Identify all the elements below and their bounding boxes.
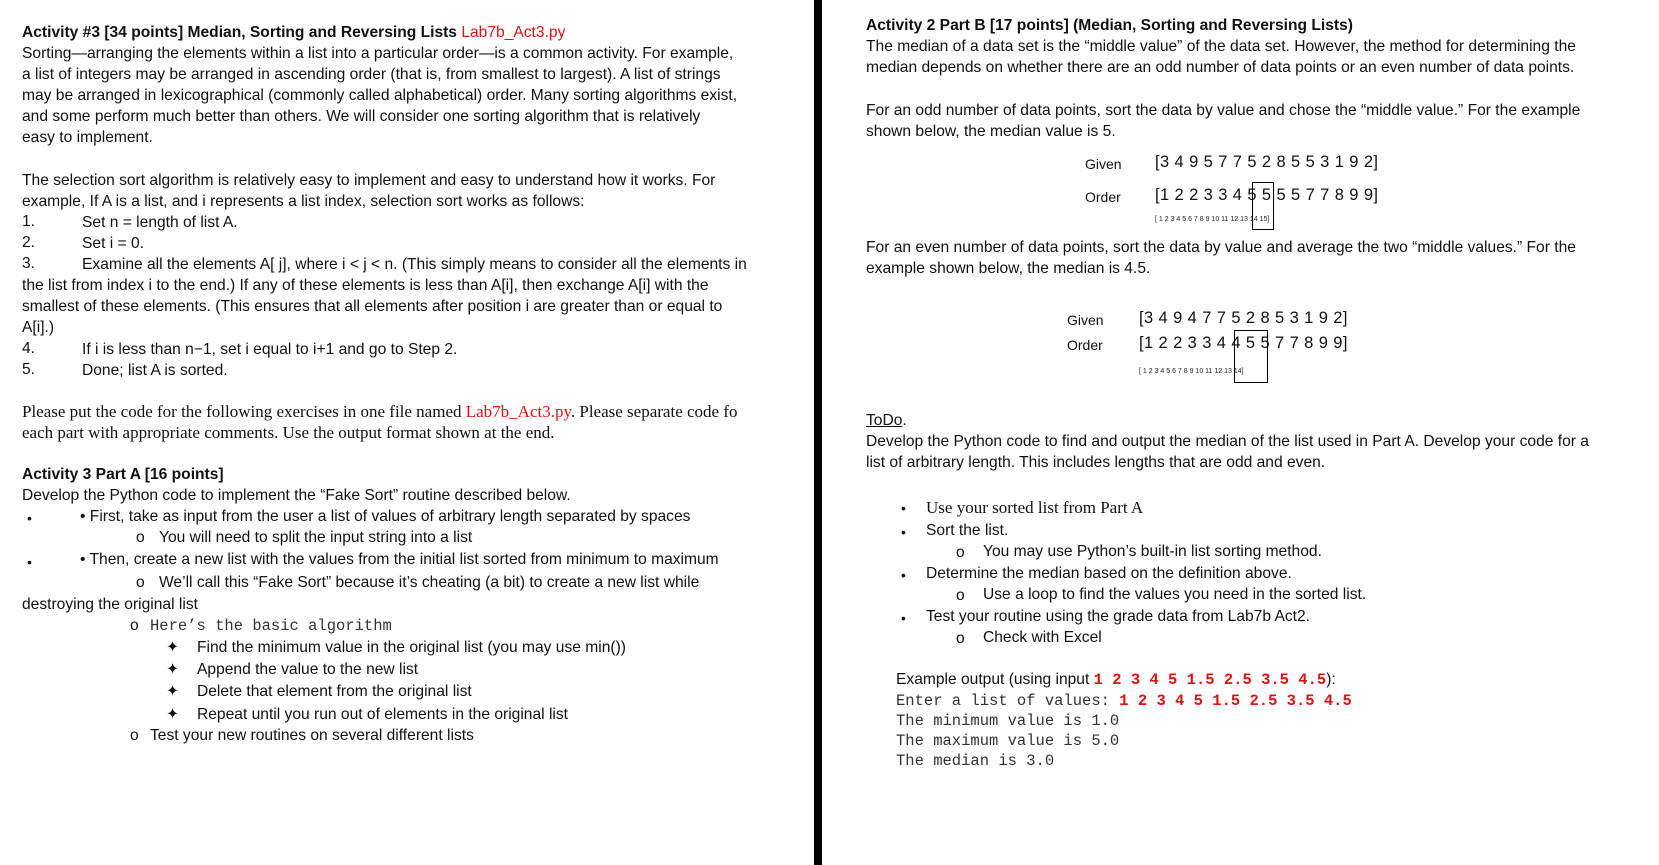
output-min-line: The minimum value is 1.0 bbox=[896, 712, 1120, 730]
put-code-text-end: . Please separate code fo bbox=[570, 402, 738, 421]
step-text: Set n = length of list A. bbox=[82, 214, 238, 231]
output-max-line: The maximum value is 5.0 bbox=[896, 732, 1120, 750]
step-number: 4. bbox=[22, 340, 36, 357]
todo-bullet-4: Test your routine using the grade data from Lab7b Act2. bbox=[926, 608, 1311, 625]
intro-line-2: a list of integers may be arranged in ascending order (that is, from smallest to largest). A list of strings bbox=[22, 66, 721, 83]
intro-line-1: Sorting—arranging the elements within a list into a particular order—is a common activity. For example, bbox=[22, 45, 734, 62]
todo-sub-2: Use a loop to find the values you need in the sorted list. bbox=[983, 586, 1367, 603]
activity3-filename: Lab7b_Act3.py bbox=[461, 24, 566, 41]
activity3-title-text: Activity #3 [34 points] Median, Sorting and Reversing Lists bbox=[22, 24, 462, 41]
partB-desc-2: median depends on whether there are an odd number of data points or an even number of data points. bbox=[866, 59, 1575, 76]
even-index-row: [ 1 2 3 4 5 6 7 8 9 10 11 12 13 14] bbox=[1139, 368, 1244, 375]
circle-bullet: o bbox=[956, 587, 965, 604]
intro-line-3: may be arranged in lexicographical (commonly called alphabetical) order. Many sorting algorithms exist, bbox=[22, 87, 738, 104]
circle-bullet: o bbox=[956, 544, 965, 561]
left-document-page bbox=[0, 0, 814, 865]
even-order-list: [1 2 2 3 3 4 4 5 5 7 7 8 9 9] bbox=[1139, 334, 1348, 352]
star-bullet-icon: ✦ bbox=[166, 683, 180, 700]
todo-sub-1: You may use Python’s built-in list sorting method. bbox=[983, 543, 1322, 560]
bullet-dot: • bbox=[901, 610, 906, 626]
circle-bullet: o bbox=[136, 574, 145, 591]
odd-index-row: [ 1 2 3 4 5 6 7 8 9 10 11 12 13 14 15] bbox=[1155, 216, 1270, 223]
todo-line-1: Develop the Python code to find and output the median of the list used in Part A. Develop your code for a bbox=[866, 433, 1589, 450]
intro-line-4: and some perform much better than others. We will consider one sorting algorithm that is relatively bbox=[22, 108, 701, 125]
partA-description: Develop the Python code to implement the “Fake Sort” routine described below. bbox=[22, 487, 571, 504]
output-prompt: Enter a list of values: bbox=[896, 692, 1120, 710]
bullet-2-cont: destroying the original list bbox=[22, 596, 198, 613]
step3-cont-2: smallest of these elements. (This ensures that all elements after position i are greater than or equal to bbox=[22, 298, 723, 315]
even-given-label: Given bbox=[1067, 312, 1104, 328]
bullet-dot: • bbox=[901, 567, 906, 583]
odd-order-label: Order bbox=[1085, 189, 1121, 205]
put-code-line-1 bbox=[22, 401, 738, 424]
algo-step: Find the minimum value in the original list (you may use min()) bbox=[197, 639, 626, 656]
star-bullet-icon: ✦ bbox=[166, 706, 180, 723]
put-code-line-2: each part with appropriate comments. Use the output format shown at the end. bbox=[22, 423, 555, 442]
star-bullet-icon: ✦ bbox=[166, 661, 180, 678]
algo-step: Delete that element from the original list bbox=[197, 683, 472, 700]
bullet-dot: • bbox=[901, 524, 906, 540]
bullet-1: • First, take as input from the user a list of values of arbitrary length separated by spaces bbox=[80, 508, 691, 525]
circle-bullet: o bbox=[956, 630, 965, 647]
todo-sub-3: Check with Excel bbox=[983, 629, 1102, 646]
right-document-page bbox=[823, 0, 1659, 865]
even-desc-2: example shown below, the median is 4.5. bbox=[866, 260, 1151, 277]
todo-bullet-3: Determine the median based on the definition above. bbox=[926, 565, 1292, 582]
todo-bullet-2: Sort the list. bbox=[926, 522, 1009, 539]
output-median-line: The median is 3.0 bbox=[896, 752, 1055, 770]
circle-bullet: o bbox=[130, 617, 139, 634]
even-given-list: [3 4 9 4 7 7 5 2 8 5 3 1 9 2] bbox=[1139, 309, 1348, 327]
selection-line-1: The selection sort algorithm is relatively easy to implement and easy to understand how it works. For bbox=[22, 172, 716, 189]
odd-given-label: Given bbox=[1085, 156, 1122, 172]
intro-line-5: easy to implement. bbox=[22, 129, 153, 146]
odd-desc-1: For an odd number of data points, sort the data by value and chose the “middle value.” For the example bbox=[866, 102, 1581, 119]
put-code-text: Please put the code for the following exercises in one file named bbox=[22, 402, 466, 421]
algo-heading: Here’s the basic algorithm bbox=[150, 617, 392, 635]
odd-given-list: [3 4 9 5 7 7 5 2 8 5 5 3 1 9 2] bbox=[1155, 153, 1379, 171]
test-line: Test your new routines on several different lists bbox=[150, 727, 474, 744]
even-median-box bbox=[1234, 330, 1268, 383]
even-order-label: Order bbox=[1067, 337, 1103, 353]
example-prefix: Example output (using input bbox=[896, 671, 1094, 688]
step-text: Set i = 0. bbox=[82, 235, 144, 252]
even-desc-1: For an even number of data points, sort the data by value and average the two “middle values.” For the bbox=[866, 239, 1576, 256]
todo-line-2: list of arbitrary length. This includes lengths that are odd and even. bbox=[866, 454, 1326, 471]
algo-step: Append the value to the new list bbox=[197, 661, 419, 678]
bullet-2: • Then, create a new list with the values from the initial list sorted from minimum to maximum bbox=[80, 551, 719, 568]
todo-heading: ToDo. bbox=[866, 412, 907, 429]
odd-order-list: [1 2 2 3 3 4 5 5 5 5 7 7 8 9 9] bbox=[1155, 186, 1379, 204]
bullet-dot: • bbox=[901, 500, 906, 516]
example-input-values: 1 2 3 4 5 1.5 2.5 3.5 4.5 bbox=[1093, 671, 1327, 689]
example-suffix: ): bbox=[1326, 671, 1336, 688]
step-number: 5. bbox=[22, 361, 36, 378]
step-text: Examine all the elements A[ j], where i < j < n. (This simply means to consider all the elements in bbox=[82, 256, 747, 273]
page-divider bbox=[814, 0, 822, 865]
step3-cont-3: A[i].) bbox=[22, 319, 55, 336]
example-output-heading bbox=[896, 669, 1336, 692]
output-prompt-value: 1 2 3 4 5 1.5 2.5 3.5 4.5 bbox=[1119, 692, 1352, 710]
bullet-2-sub: We’ll call this “Fake Sort” because it’s cheating (a bit) to create a new list while bbox=[159, 574, 700, 591]
step-number: 3. bbox=[22, 255, 36, 272]
odd-desc-2: shown below, the median value is 5. bbox=[866, 123, 1116, 140]
selection-line-2: example, If A is a list, and i represents a list index, selection sort works as follows: bbox=[22, 193, 585, 210]
step3-cont-1: the list from index i to the end.) If any of these elements is less than A[i], then exchange A[i] with the bbox=[22, 277, 709, 294]
star-bullet-icon: ✦ bbox=[166, 639, 180, 656]
bullet-1-sub: You will need to split the input string into a list bbox=[159, 529, 473, 546]
partB-desc-1: The median of a data set is the “middle value” of the data set. However, the method for determining the bbox=[866, 38, 1576, 55]
todo-label: ToDo bbox=[866, 412, 903, 429]
algo-step: Repeat until you run out of elements in the original list bbox=[197, 706, 568, 723]
step-number: 1. bbox=[22, 213, 36, 230]
circle-bullet: o bbox=[136, 529, 145, 546]
bullet-dot: • bbox=[27, 554, 32, 570]
circle-bullet: o bbox=[130, 727, 139, 744]
activity3-title bbox=[22, 22, 565, 45]
todo-bullet-1: Use your sorted list from Part A bbox=[926, 498, 1144, 517]
step-text: Done; list A is sorted. bbox=[82, 362, 228, 379]
step-number: 2. bbox=[22, 234, 36, 251]
step-text: If i is less than n−1, set i equal to i+1 and go to Step 2. bbox=[82, 341, 458, 358]
bullet-dot: • bbox=[27, 510, 32, 526]
partA-title: Activity 3 Part A [16 points] bbox=[22, 466, 224, 483]
put-code-filename: Lab7b_Act3.py bbox=[465, 402, 571, 421]
partB-title: Activity 2 Part B [17 points] (Median, Sorting and Reversing Lists) bbox=[866, 17, 1353, 34]
